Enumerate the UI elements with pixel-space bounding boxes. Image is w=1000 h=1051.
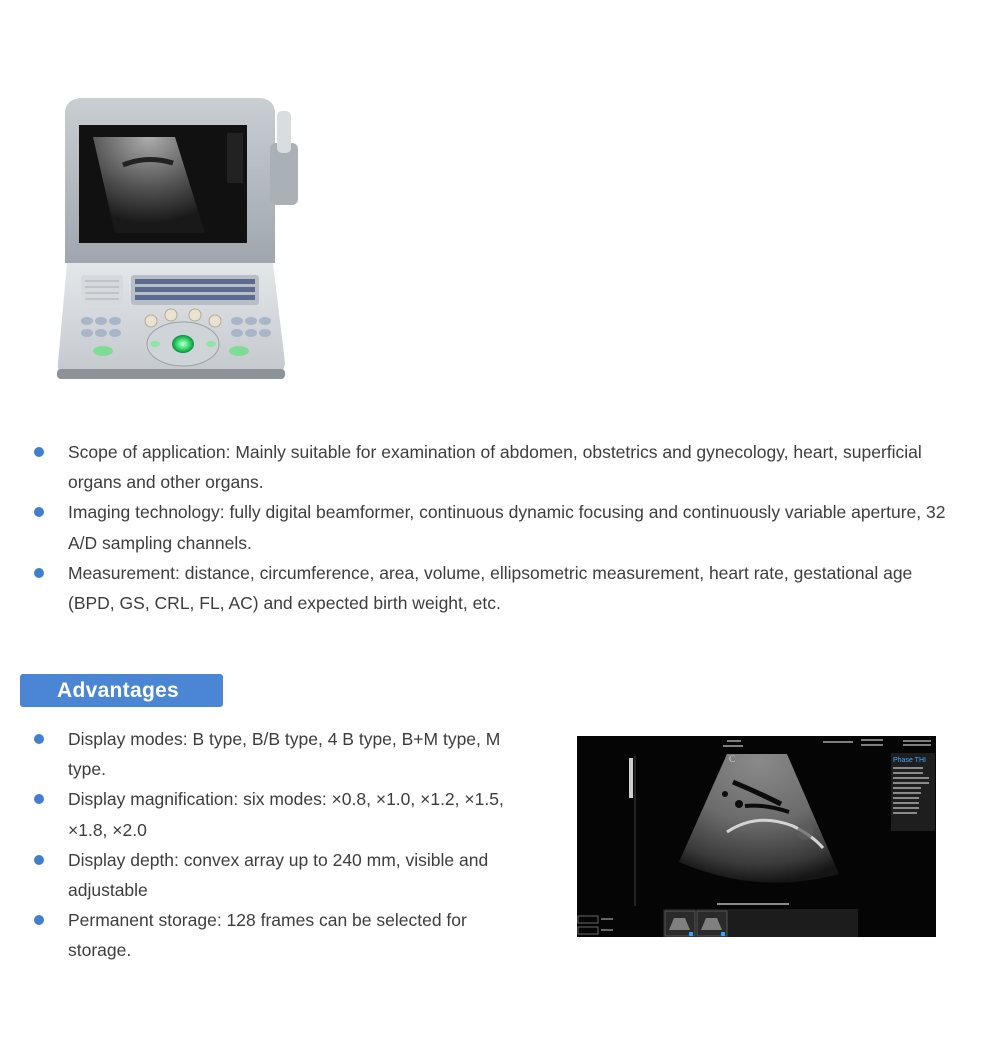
bullet-icon bbox=[34, 855, 44, 865]
list-item bbox=[34, 784, 514, 844]
bullet-icon bbox=[34, 507, 44, 517]
ultrasound-device-image bbox=[55, 93, 300, 385]
list-item-text: Measurement: distance, circumference, area, volume, ellipsometric measurement, heart rate, gestational age (BPD, GS, CRL, FL, AC) and expected birth weight, etc. bbox=[68, 562, 913, 614]
list-item-text: Imaging technology: fully digital beamformer, continuous dynamic focusing and continuously variable aperture, 32 A/D sampling channels. bbox=[68, 502, 946, 553]
panel-title: Phase THI bbox=[893, 757, 926, 764]
bullet-icon bbox=[34, 915, 44, 925]
bullet-icon bbox=[34, 794, 44, 804]
list-item bbox=[34, 558, 949, 618]
list-item bbox=[34, 437, 949, 497]
list-item bbox=[34, 905, 514, 965]
list-item-text: Display modes: B type, B/B type, 4 B type, B+M type, M type. bbox=[68, 729, 501, 780]
bullet-icon bbox=[34, 568, 44, 578]
list-item bbox=[34, 845, 514, 905]
specification-list bbox=[34, 437, 949, 618]
list-item-text: Permanent storage: 128 frames can be selected for storage. bbox=[68, 910, 467, 961]
bullet-icon bbox=[34, 447, 44, 457]
bullet-icon bbox=[34, 734, 44, 744]
list-item-text: Scope of application: Mainly suitable for examination of abdomen, obstetrics and gynecology, heart, superficial organs and other organs. bbox=[68, 442, 922, 493]
depth-marker: C bbox=[729, 754, 736, 764]
list-item bbox=[34, 497, 949, 557]
list-item bbox=[34, 724, 514, 784]
ultrasound-screen-image bbox=[577, 736, 936, 937]
list-item-text: Display depth: convex array up to 240 mm, visible and adjustable bbox=[68, 849, 489, 901]
advantages-heading: Advantages bbox=[20, 674, 223, 707]
advantages-list bbox=[34, 724, 514, 966]
list-item-text: Display magnification: six modes: ×0.8, ×1.0, ×1.2, ×1.5, ×1.8, ×2.0 bbox=[68, 789, 504, 840]
